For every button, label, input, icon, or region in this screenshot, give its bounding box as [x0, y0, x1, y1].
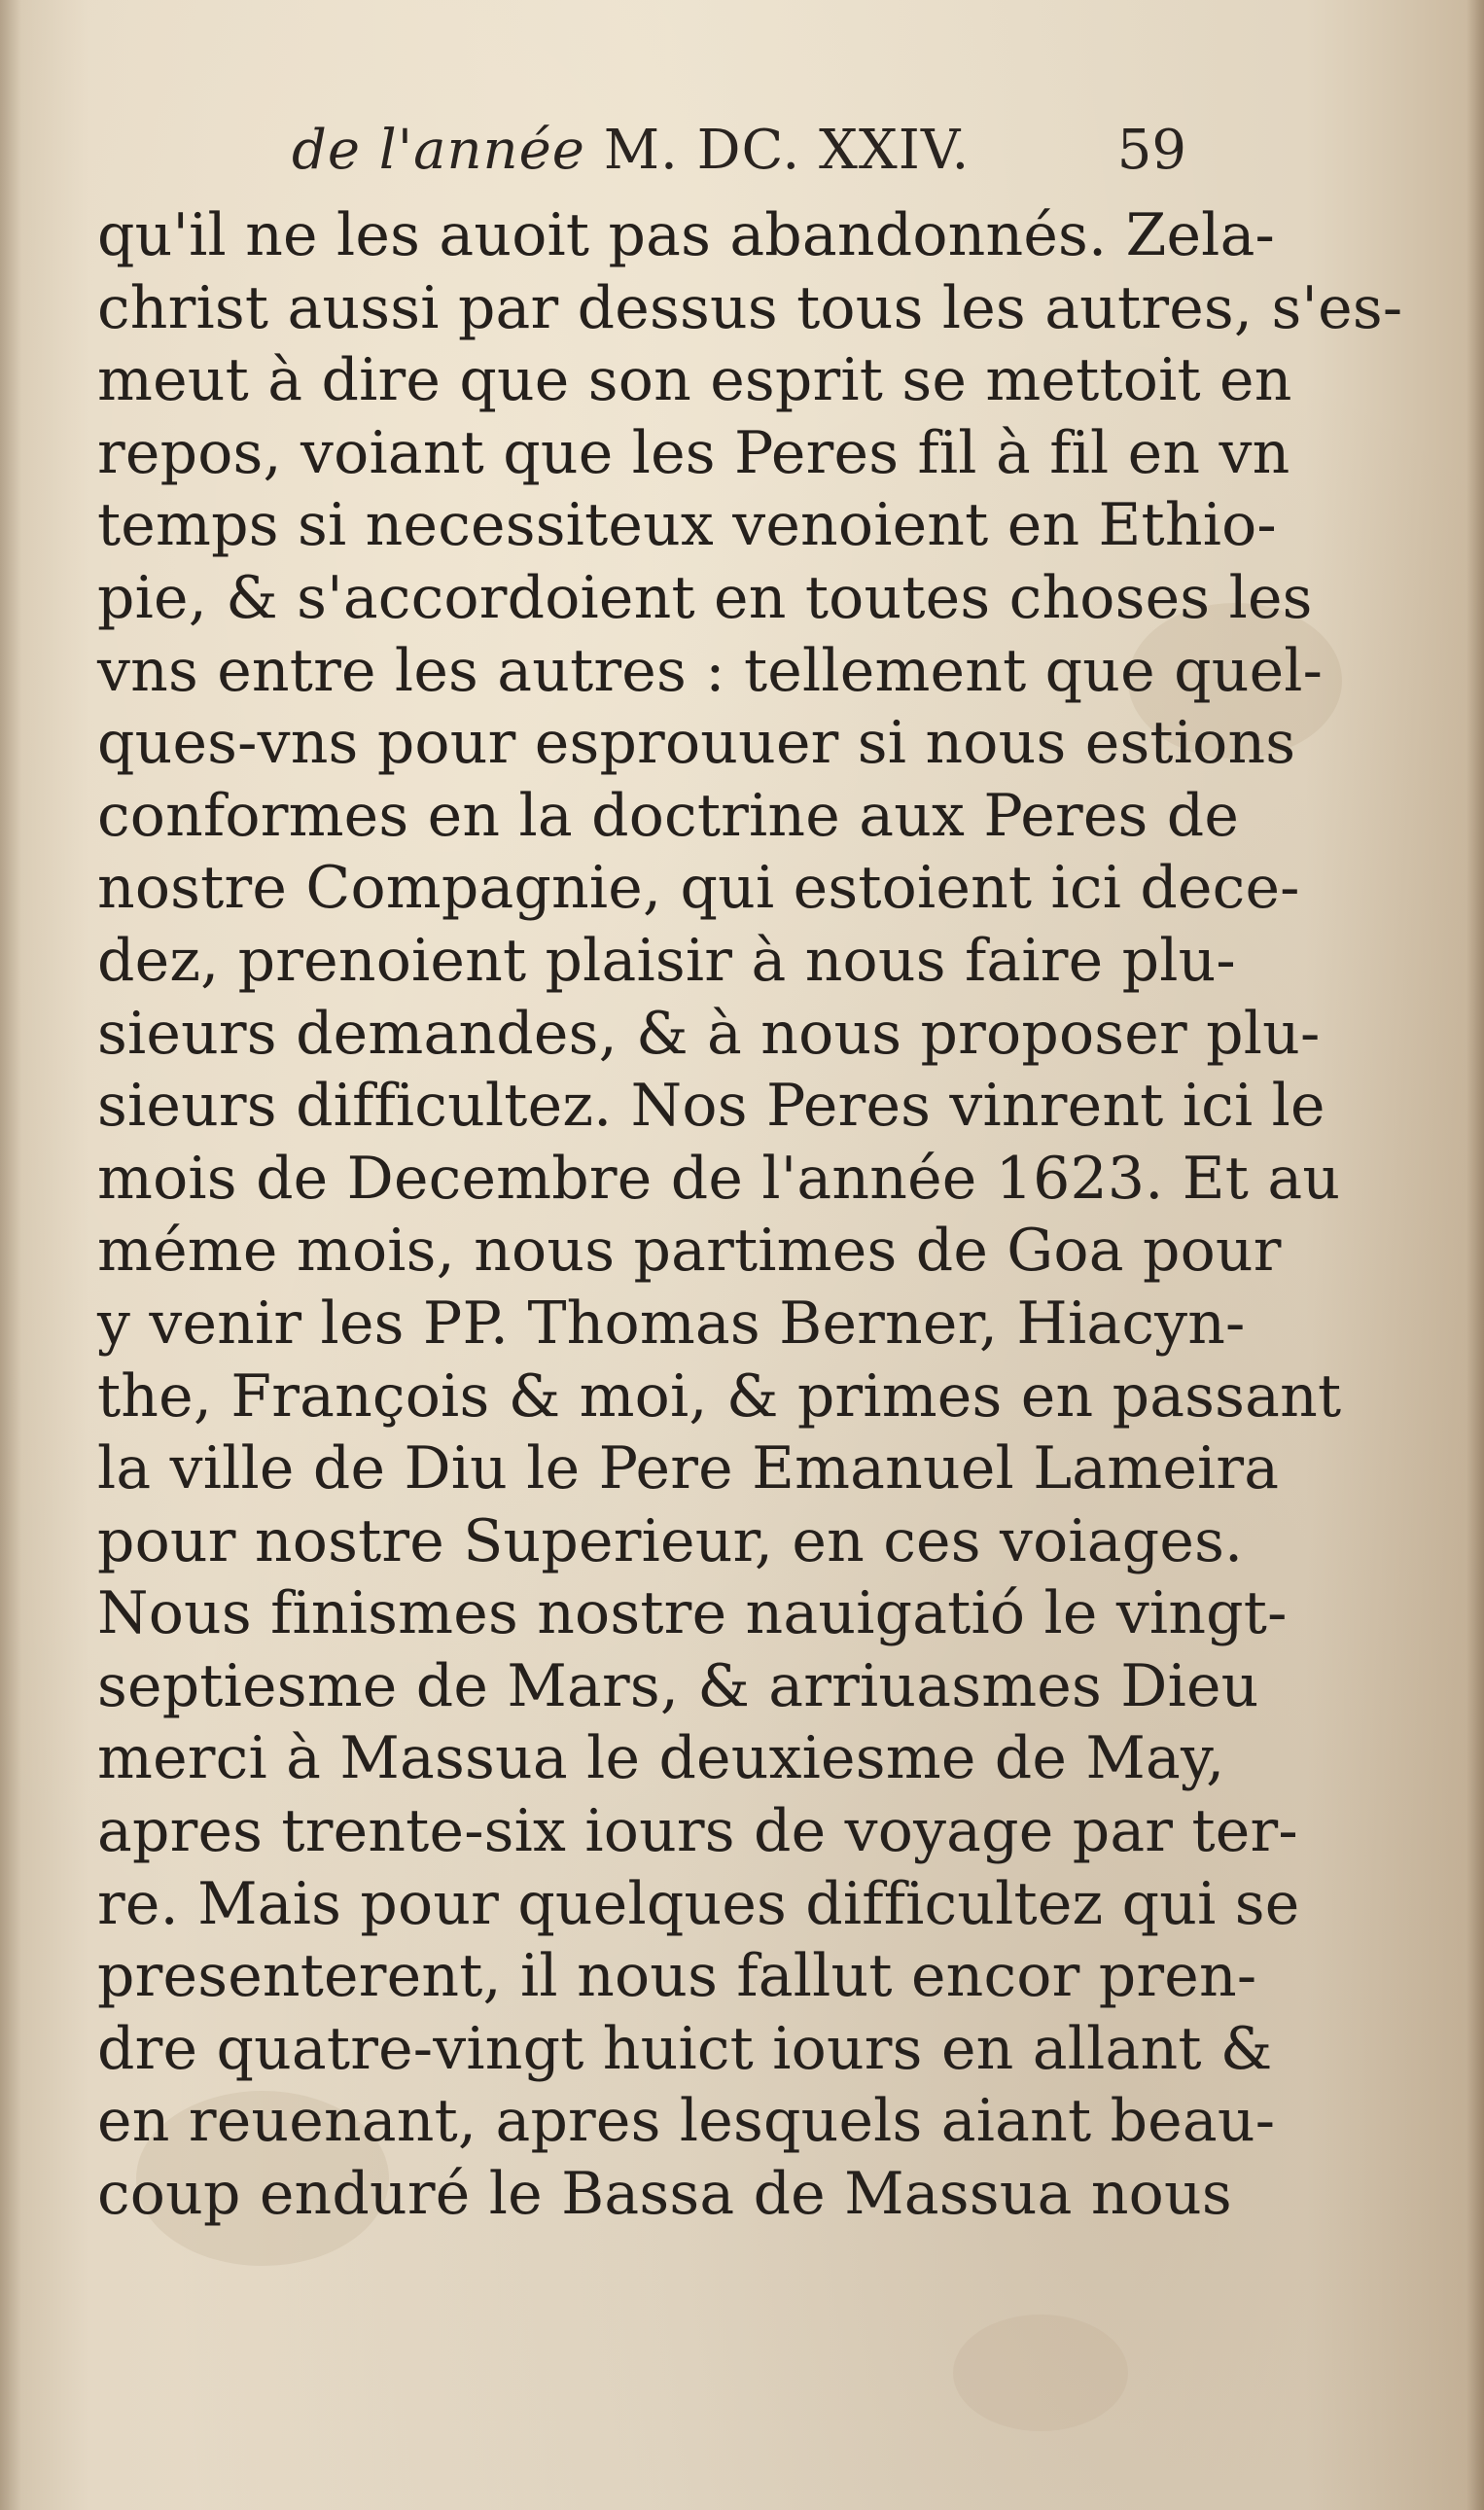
text-line: méme mois, nous partimes de Goa pour: [97, 1217, 1282, 1286]
text-line: pie, & s'accordoient en toutes choses les: [97, 563, 1313, 632]
text-line: conformes en la doctrine aux Peres de: [97, 781, 1240, 850]
text-line: repos, voiant que les Peres fil à fil en vn: [97, 418, 1290, 487]
page-header: [292, 119, 1186, 196]
text-line: en reuenant, apres lesquels aiant beau-: [97, 2087, 1276, 2156]
text-line: coup enduré le Bassa de Massua nous: [97, 2160, 1232, 2229]
text-line: mois de Decembre de l'année 1623. Et au: [97, 1144, 1341, 1213]
text-line: presenterent, il nous fallut encor pren-: [97, 1942, 1257, 2011]
paper-stain: [953, 2315, 1128, 2431]
page-edge-shadow: [1466, 0, 1484, 2510]
text-line: dez, prenoient plaisir à nous faire plu-: [97, 926, 1236, 995]
page-number: 59: [1116, 119, 1186, 182]
text-line: pour nostre Superieur, en ces voiages.: [97, 1506, 1244, 1575]
body-text: [97, 199, 1403, 2231]
text-line: dre quatre-vingt huict iours en allant &: [97, 2014, 1273, 2083]
text-line: la ville de Diu le Pere Emanuel Lameira: [97, 1434, 1280, 1503]
running-head-year: M. DC. XXIV.: [584, 119, 971, 182]
text-line: ques-vns pour esprouuer si nous estions: [97, 709, 1296, 778]
text-line: merci à Massua le deuxiesme de May,: [97, 1724, 1225, 1793]
text-line: temps si necessiteux venoient en Ethio-: [97, 491, 1277, 560]
text-line: re. Mais pour quelques difficultez qui se: [97, 1869, 1300, 1938]
text-line: vns entre les autres : tellement que quel-: [97, 636, 1324, 705]
text-line: Nous finismes nostre nauigatió le vingt-: [97, 1579, 1288, 1648]
text-line: sieurs demandes, & à nous proposer plu-: [97, 999, 1321, 1068]
page-gutter-shadow: [0, 0, 21, 2510]
text-line: apres trente-six iours de voyage par ter-: [97, 1797, 1298, 1866]
running-head-italic: de l'année: [292, 119, 585, 182]
text-line: septiesme de Mars, & arriuasmes Dieu: [97, 1651, 1259, 1720]
text-line: sieurs difficultez. Nos Peres vinrent ici le: [97, 1072, 1325, 1141]
text-line: christ aussi par dessus tous les autres, s'es-: [97, 273, 1403, 342]
text-line: qu'il ne les auoit pas abandonnés. Zela-: [97, 201, 1276, 269]
text-line: nostre Compagnie, qui estoient ici dece-: [97, 854, 1300, 923]
text-line: the, François & moi, & primes en passant: [97, 1361, 1342, 1431]
text-line: meut à dire que son esprit se mettoit en: [97, 346, 1292, 415]
running-head: [292, 119, 970, 182]
text-line: y venir les PP. Thomas Berner, Hiacyn-: [97, 1289, 1246, 1358]
